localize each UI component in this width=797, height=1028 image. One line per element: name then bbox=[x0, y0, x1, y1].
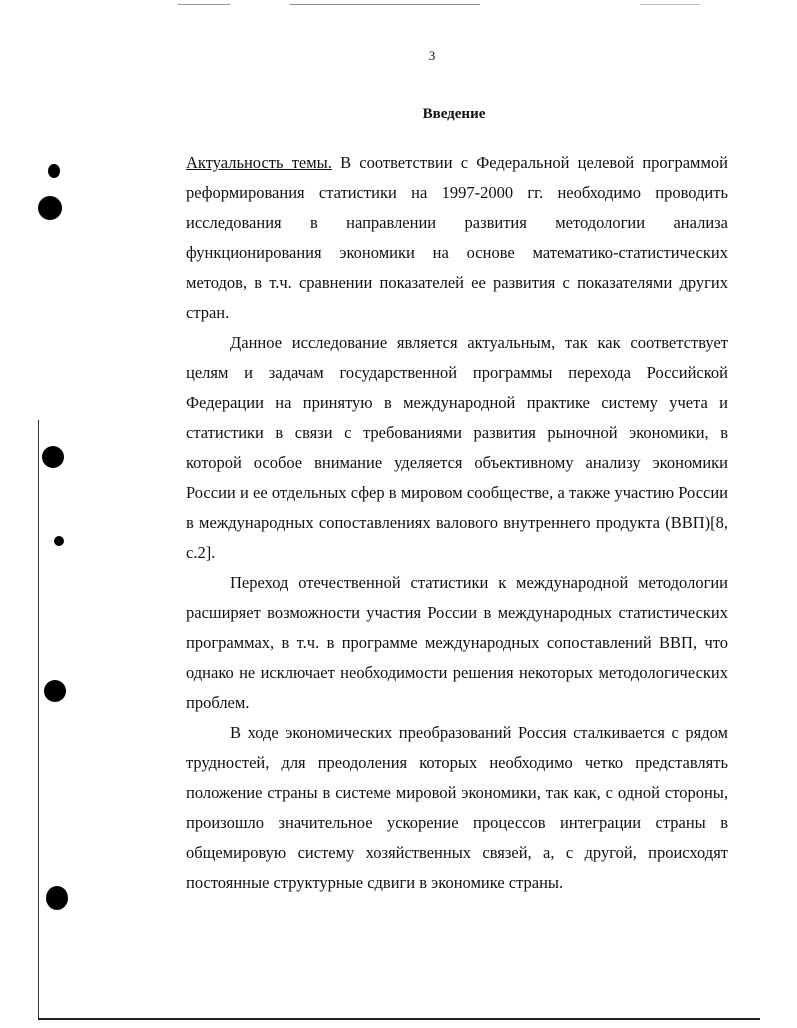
relevance-lead: Актуальность темы. bbox=[186, 153, 332, 172]
page-bottom-edge bbox=[38, 1018, 760, 1020]
paragraph-3: Переход отечественной статистики к международной методологии расширяет возможности участия России в международных статистических программах, в т.ч. в программе международных сопоставлений ВВП, что однако не исключает необходимости решения некоторых методологических проблем. bbox=[186, 573, 728, 712]
body-text bbox=[186, 148, 728, 898]
paragraph-4: В ходе экономических преобразований Россия сталкивается с рядом трудностей, для преодоления которых необходимо четко представлять положение страны в системе мировой экономики, так как, с одной стороны, произошло значительное ускорение процессов интеграции страны в общемировую систему хозяйственных связей, а, с другой, происходят постоянные структурные сдвиги в экономике страны. bbox=[186, 723, 728, 892]
paragraph-1-text: В соответствии с Федеральной целевой программой реформирования статистики на 1997-2000 гг. необходимо проводить исследования в направлении развития методологии анализа функционирования экономики на основе математико-статистических методов, в т.ч. сравнении показателей ее развития с показателями других стран. bbox=[186, 153, 728, 322]
binder-hole-mark bbox=[42, 446, 64, 468]
scan-artifact-line bbox=[290, 4, 480, 5]
binder-hole-mark bbox=[54, 536, 64, 546]
page-number: 3 bbox=[428, 48, 436, 63]
section-heading: Введение bbox=[422, 106, 486, 122]
binder-hole-mark bbox=[46, 886, 68, 910]
paragraph-2: Данное исследование является актуальным, так как соответствует целям и задачам государственной программы перехода Российской Федерации на принятую в международной практике систему учета и статистики в связи с требованиями развития рыночной экономики, в которой особое внимание уделяется объективному анализу экономики России и ее отдельных сфер в мировом сообществе, а также участию России в международных сопоставлениях валового внутреннего продукта (ВВП)[8, с.2]. bbox=[186, 333, 728, 562]
scan-artifact-line bbox=[640, 4, 700, 5]
binder-hole-mark bbox=[48, 164, 60, 178]
paragraph-1 bbox=[186, 148, 728, 328]
page-left-edge bbox=[38, 420, 39, 1020]
scan-artifact-line bbox=[178, 4, 230, 5]
binder-hole-mark bbox=[38, 196, 62, 220]
binder-hole-mark bbox=[44, 680, 66, 702]
